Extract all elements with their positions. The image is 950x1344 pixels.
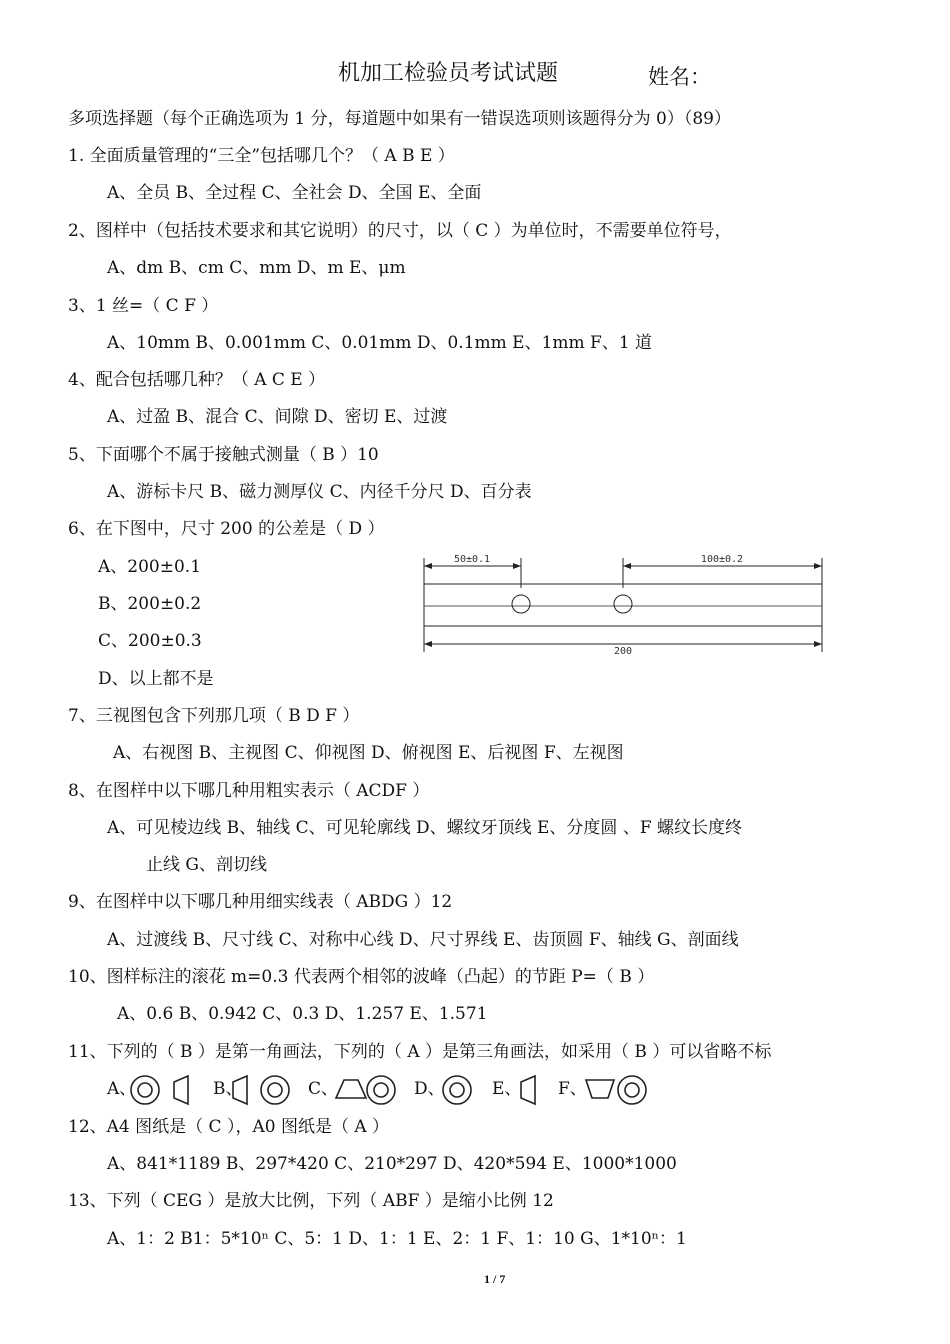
page-number: 1 / 7: [484, 1272, 506, 1286]
question-13-options: A、1：2 B1：5*10ⁿ C、5：1 D、1：1 E、2：1 F、1：10 G、1*10ⁿ：1: [107, 1229, 687, 1249]
question-12-options: A、841*1189 B、297*420 C、210*297 D、420*594 E、1000*1000: [107, 1154, 677, 1174]
q11-label-e: E、: [492, 1079, 522, 1099]
dim-left-label: 50±0.1: [453, 554, 491, 565]
question-2-options: A、dm B、cm C、mm D、m E、μm: [107, 258, 406, 278]
question-3: 3、1 丝=（ C F ）: [68, 296, 219, 316]
q11-label-f: F、: [558, 1079, 587, 1099]
question-12: 12、A4 图纸是（ C ），A0 图纸是（ A ）: [68, 1117, 390, 1137]
question-6: 6、在下图中，尺寸 200 的公差是（ D ）: [68, 519, 385, 539]
question-4: 4、配合包括哪几种？（ A C E ）: [68, 370, 326, 390]
question-8-options-cont: 止线 G、剖切线: [146, 855, 267, 875]
question-6-option-d: D、以上都不是: [98, 669, 214, 689]
q11-label-b: B、: [213, 1079, 243, 1099]
question-6-option-c: C、200±0.3: [98, 631, 202, 651]
question-7-options: A、右视图 B、主视图 C、仰视图 D、俯视图 E、后视图 F、左视图: [113, 743, 624, 763]
dim-right-label: 100±0.2: [700, 554, 744, 565]
question-11: 11、下列的（ B ）是第一角画法，下列的（ A ）是第三角画法，如采用（ B ）可以省略不标: [68, 1042, 772, 1062]
q11-label-d: D、: [414, 1079, 445, 1099]
question-1-options: A、全员 B、全过程 C、全社会 D、全国 E、全面: [107, 183, 482, 203]
question-1: 1. 全面质量管理的“三全”包括哪几个？（ A B E ）: [68, 146, 455, 166]
question-4-options: A、过盈 B、混合 C、间隙 D、密切 E、过渡: [107, 407, 448, 427]
question-9: 9、在图样中以下哪几种用细实线表（ ABDG ）12: [68, 892, 453, 912]
question-5-options: A、游标卡尺 B、磁力测厚仪 C、内径千分尺 D、百分表: [107, 482, 532, 502]
projection-symbols: [100, 1070, 660, 1110]
question-10: 10、图样标注的滚花 m=0.3 代表两个相邻的波峰（凸起）的节距 P=（ B ）: [68, 967, 655, 987]
question-6-option-b: B、200±0.2: [98, 594, 202, 614]
question-6-option-a: A、200±0.1: [98, 557, 202, 577]
question-13: 13、下列（ CEG ）是放大比例，下列（ ABF ）是缩小比例 12: [68, 1191, 554, 1211]
question-9-options: A、过渡线 B、尺寸线 C、对称中心线 D、尺寸界线 E、齿顶圆 F、轴线 G、剖面线: [107, 930, 739, 950]
question-5: 5、下面哪个不属于接触式测量（ B ）10: [68, 445, 379, 465]
question-8: 8、在图样中以下哪几种用粗实表示（ ACDF ）: [68, 781, 430, 801]
section-intro: 多项选择题（每个正确选项为 1 分，每道题中如果有一错误选项则该题得分为 0）（89）: [68, 109, 731, 129]
question-10-options: A、0.6 B、0.942 C、0.3 D、1.257 E、1.571: [117, 1004, 488, 1024]
question-8-options: A、可见棱边线 B、轴线 C、可见轮廓线 D、螺纹牙顶线 E、分度圆 、F 螺纹长度终: [107, 818, 743, 838]
dimension-figure: [420, 548, 830, 658]
question-3-options: A、10mm B、0.001mm C、0.01mm D、0.1mm E、1mm F、1 道: [107, 333, 653, 353]
q11-label-a: A、: [107, 1079, 137, 1099]
dim-total-label: 200: [613, 646, 633, 657]
name-label: 姓名：: [648, 65, 711, 89]
question-2: 2、图样中（包括技术要求和其它说明）的尺寸，以（ C ）为单位时，不需要单位符号，: [68, 221, 732, 241]
q11-label-c: C、: [308, 1079, 339, 1099]
question-7: 7、三视图包含下列那几项（ B D F ）: [68, 706, 360, 726]
page-title: 机加工检验员考试试题: [338, 61, 559, 86]
